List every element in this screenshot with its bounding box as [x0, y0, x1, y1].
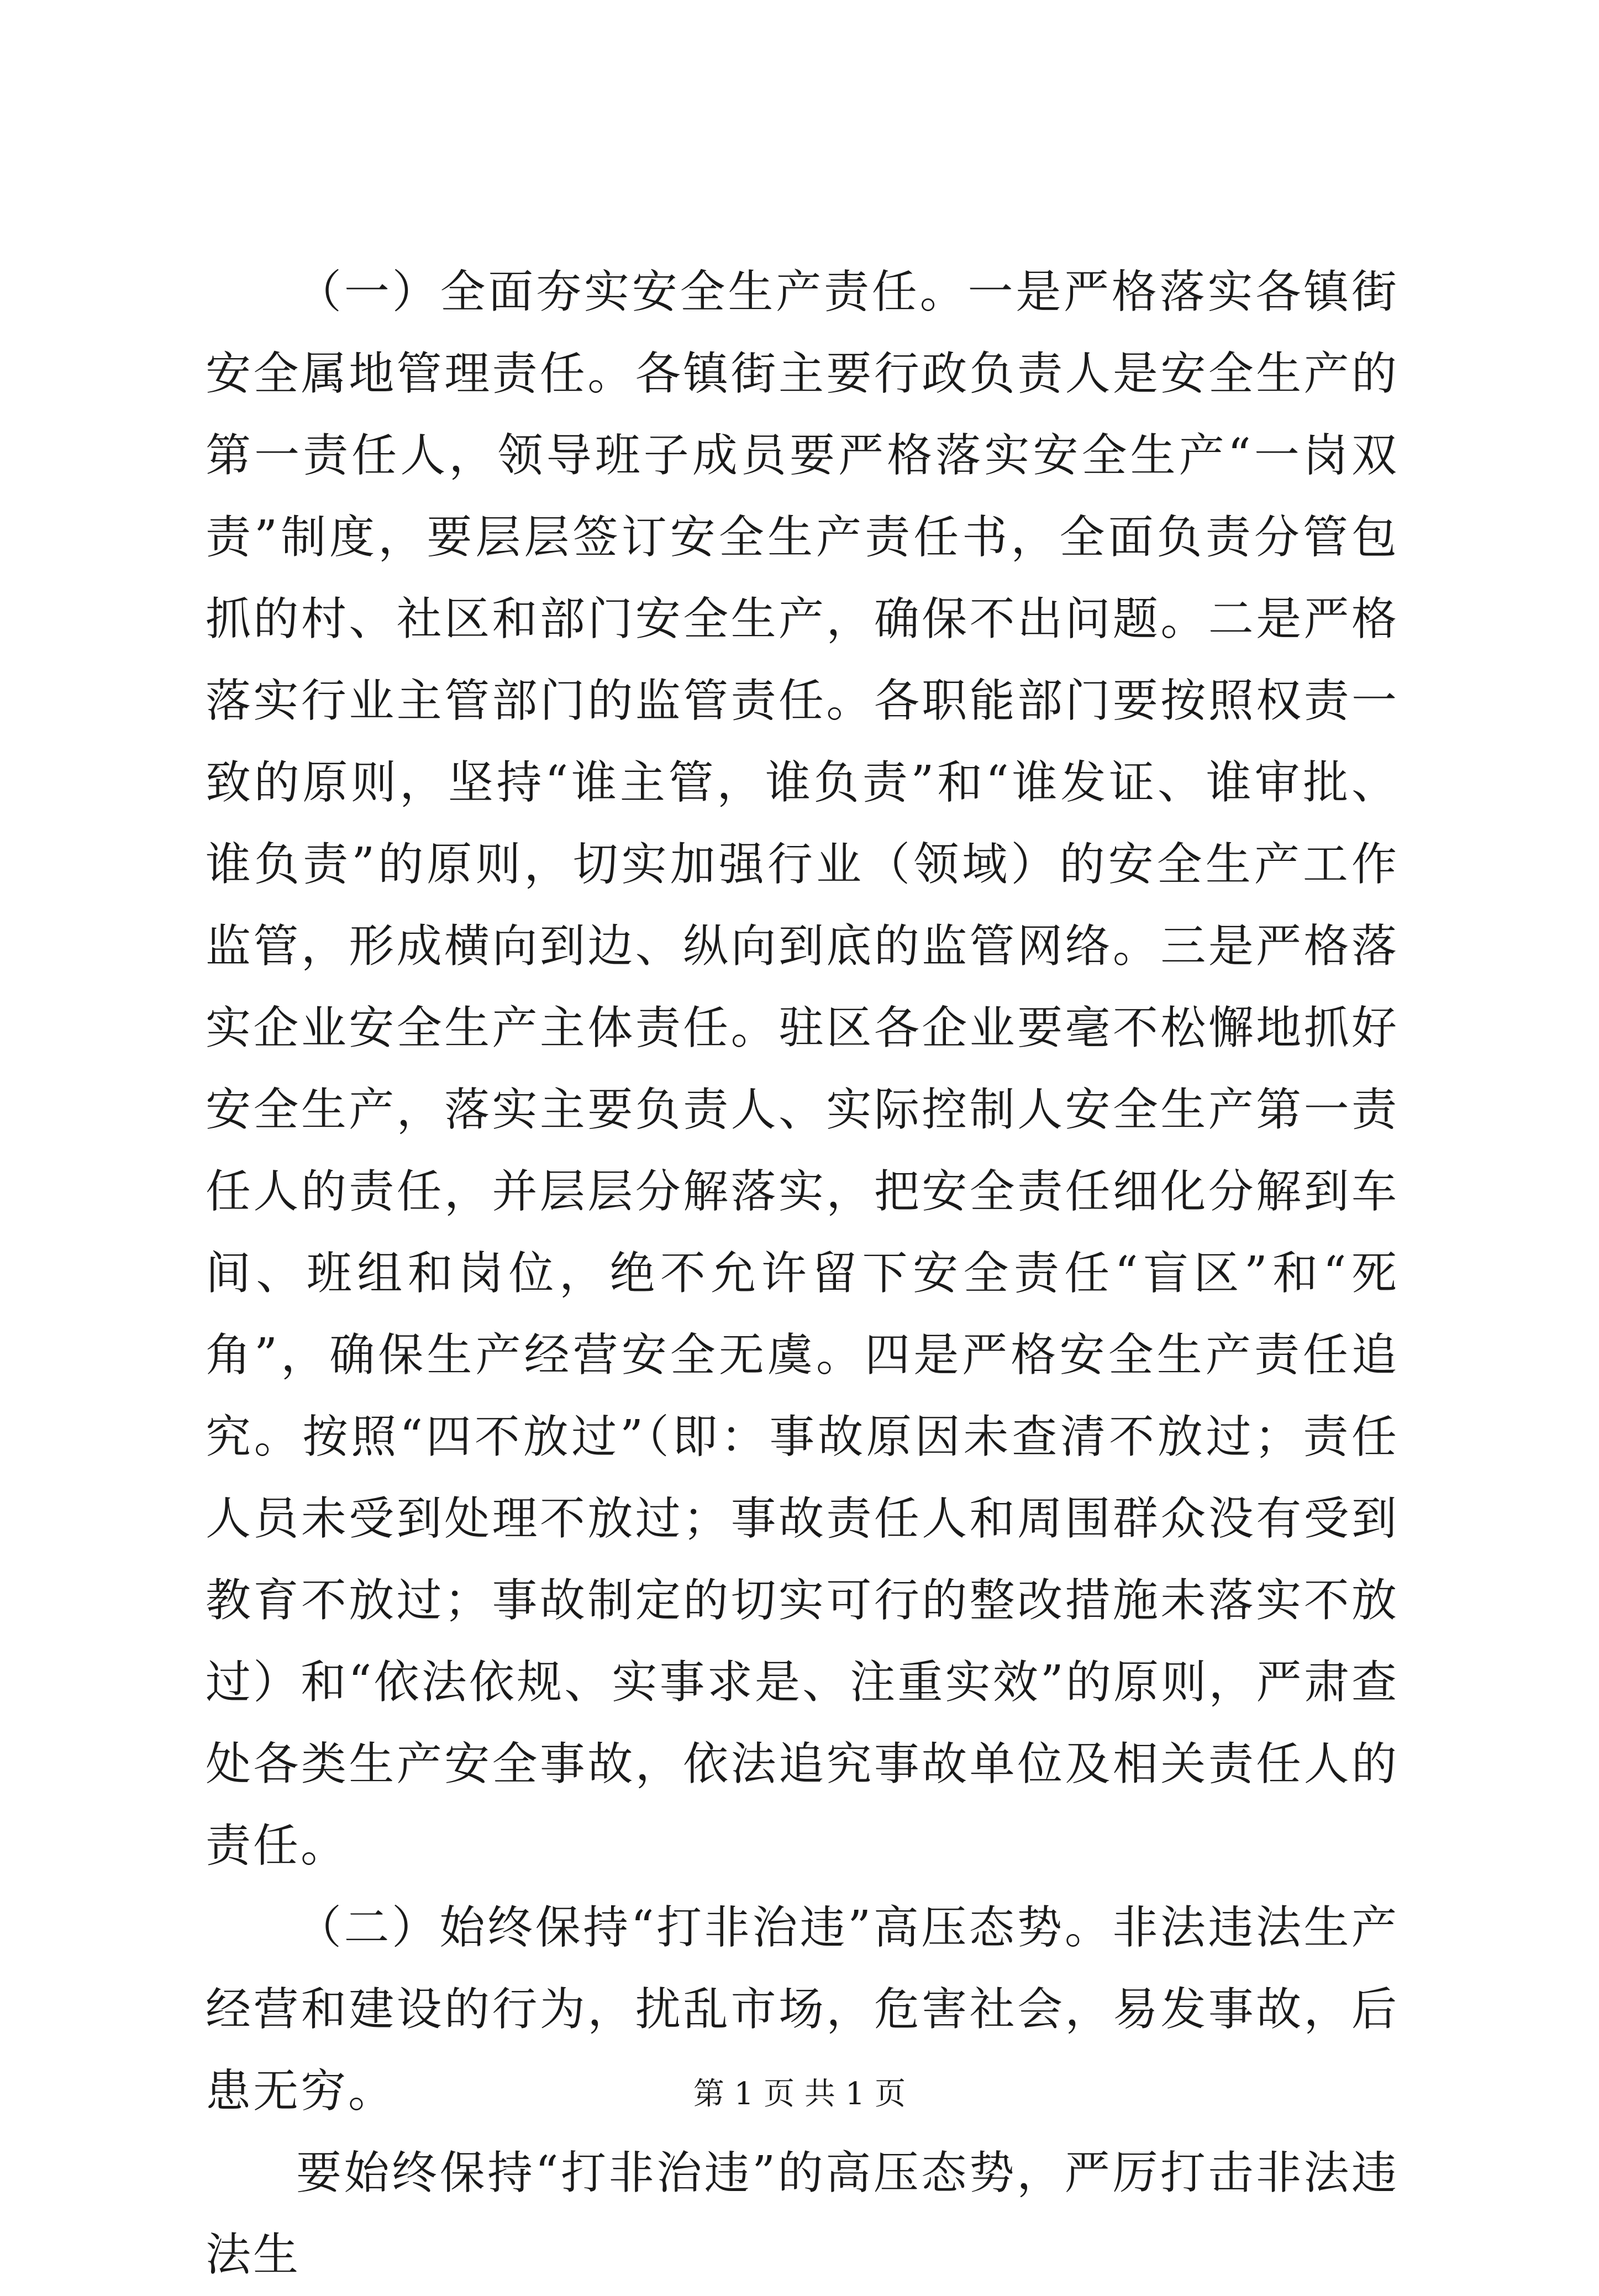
- document-body: [206, 251, 1399, 2296]
- page-footer: 第 1 页 共 1 页: [693, 2076, 906, 2112]
- paragraph-1: （一）全面夯实安全生产责任。一是严格落实各镇街安全属地管理责任。各镇街主要行政负责人是安全生产的第一责任人，领导班子成员要严格落实安全生产“一岗双责”制度，要层层签订安全生产责任书，全面负责分管包抓的村、社区和部门安全生产，确保不出问题。二是严格落实行业主管部门的监管责任。各职能部门要按照权责一致的原则，坚持“谁主管，谁负责”和“谁发证、谁审批、谁负责”的原则，切实加强行业（领域）的安全生产工作监管，形成横向到边、纵向到底的监管网络。三是严格落实企业安全生产主体责任。驻区各企业要毫不松懈地抓好安全生产，落实主要负责人、实际控制人安全生产第一责任人的责任，并层层分解落实，把安全责任细化分解到车间、班组和岗位，绝不允许留下安全责任“盲区”和“死角”，确保生产经营安全无虞。四是严格安全生产责任追究。按照“四不放过”（即：事故原因未查清不放过；责任人员未受到处理不放过；事故责任人和周围群众没有受到教育不放过；事故制定的切实可行的整改措施未落实不放过）和“依法依规、实事求是、注重实效”的原则，严肃查处各类生产安全事故，依法追究事故单位及相关责任人的责任。: [206, 266, 1399, 1872]
- paragraph-2: （二）始终保持“打非治违”高压态势。非法违法生产经营和建设的行为，扰乱市场，危害社会，易发事故，后患无穷。: [206, 1901, 1399, 2118]
- paragraph-3: 要始终保持“打非治违”的高压态势，严厉打击非法违法生: [206, 2147, 1399, 2281]
